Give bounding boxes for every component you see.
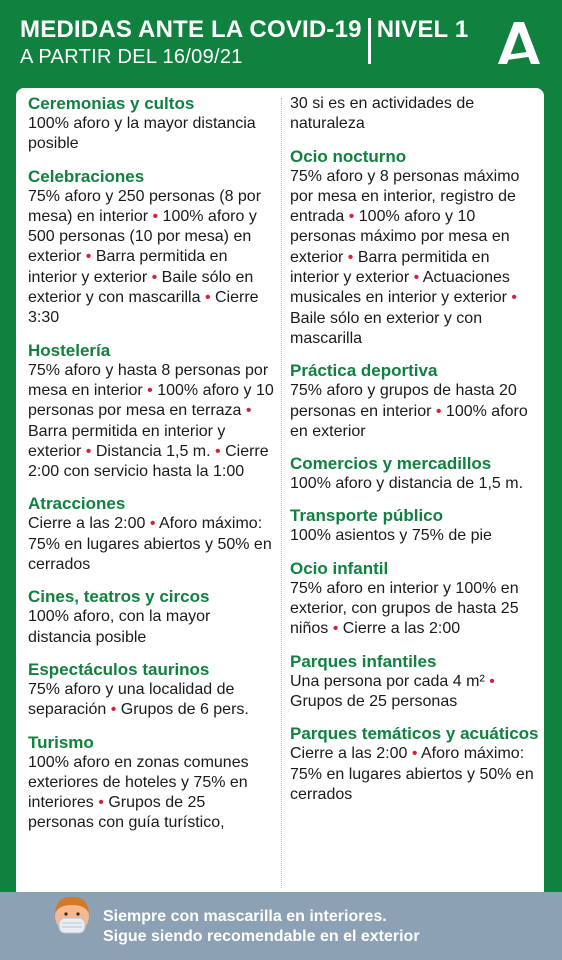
section-title: Comercios y mercadillos: [290, 454, 492, 474]
bullet-separator: •: [431, 402, 446, 420]
section-title: Parques temáticos y acuáticos: [290, 724, 539, 744]
section-body: [28, 607, 274, 648]
section-body: [290, 167, 540, 350]
section-parques-infantiles: [290, 652, 540, 713]
section-body: [290, 672, 540, 713]
section-espectaculos-taurinos: [28, 660, 274, 721]
measure-text: Una persona por cada 4 m²: [290, 672, 485, 690]
title-separator: [368, 18, 371, 64]
section-body: [290, 474, 540, 494]
measure-text: 100% asientos y 75% de pie: [290, 527, 492, 545]
measure-text: 100% aforo y distancia de 1,5 m.: [290, 475, 524, 493]
bullet-separator: •: [106, 701, 121, 719]
level-text: NIVEL 1: [376, 16, 469, 43]
bullet-separator: •: [81, 248, 96, 266]
section-hosteleria: [28, 341, 274, 483]
bullet-separator: •: [93, 794, 109, 812]
measure-text: Distancia 1,5 m.: [95, 442, 211, 460]
measure-text: 75% aforo y 250 personas (8 por mesa) en interior: [28, 187, 262, 225]
section-body: [290, 579, 540, 640]
bullet-separator: •: [200, 289, 215, 307]
section-comercios-y-mercadillos: [290, 454, 540, 494]
measure-text: Barra permitida en interior y exterior: [290, 248, 490, 287]
section-body: [290, 94, 540, 135]
measure-text: 100% aforo en zonas comunes exteriores de hoteles y 75% en interiores: [28, 753, 249, 812]
section-body: [28, 753, 274, 834]
measure-text: Cierre a las 2:00: [290, 745, 408, 763]
measure-text: Grupos de 25 personas: [290, 692, 458, 710]
section-parques-tematicos-y-acuaticos: [290, 724, 540, 805]
measure-text: Aforo máximo: 75% en lugares abiertos y 50% en cerrados: [28, 515, 272, 574]
section-turismo: [28, 733, 274, 834]
measure-text: Barra permitida en interior y exterior: [28, 422, 226, 460]
left-column: [28, 94, 274, 846]
measure-text: 75% aforo y hasta 8 personas por mesa en interior: [28, 361, 269, 399]
junta-andalucia-logo-icon: [494, 20, 544, 66]
measures-card: [16, 88, 544, 898]
measure-text: 75% aforo en interior y 100% en exterior, con grupos de hasta 25 niños: [290, 579, 519, 638]
measure-text: 100% aforo y 10 personas máximo por mesa en exterior: [290, 208, 510, 266]
measure-text: 75% aforo y 8 personas máximo por mesa en interior, registro de entrada: [290, 167, 520, 226]
section-title: Celebraciones: [28, 166, 145, 186]
section-practica-deportiva: [290, 361, 540, 442]
measure-text: Grupos de 6 pers.: [120, 701, 249, 719]
section-ceremonias-y-cultos: [28, 94, 274, 155]
footer-line-2: Sigue siendo recomendable en el exterior: [103, 928, 420, 945]
section-body: [290, 744, 540, 805]
section-cines-teatros-y-circos: [28, 587, 274, 648]
measure-text: 100% aforo y 500 personas (10 por mesa) en exterior: [28, 207, 257, 266]
bullet-separator: •: [344, 208, 359, 226]
section-title: Ceremonias y cultos: [28, 94, 195, 113]
bullet-separator: •: [506, 289, 518, 307]
measure-text: Cierre 3:30: [28, 289, 259, 327]
measure-text: Cierre a las 2:00: [342, 620, 461, 638]
bullet-separator: •: [148, 207, 163, 225]
section-body: [28, 114, 274, 155]
masked-person-icon: [50, 892, 94, 940]
bullet-separator: •: [241, 402, 252, 420]
subtitle: A PARTIR DEL 16/09/21: [20, 46, 243, 68]
section-ocio-infantil: [290, 559, 540, 640]
measure-text: Aforo máximo: 75% en lugares abiertos y 50% en cerrados: [290, 745, 534, 803]
measure-text: 75% aforo y grupos de hasta 20 personas en interior: [290, 382, 517, 420]
bullet-separator: •: [328, 620, 343, 638]
section-continuation: [290, 94, 540, 135]
section-title: Transporte público: [290, 506, 444, 526]
column-divider: [281, 98, 282, 888]
section-body: [28, 680, 274, 721]
footer-banner: [0, 892, 562, 960]
measure-text: Baile sólo en exterior y con mascarilla: [290, 309, 483, 347]
measure-text: Actuaciones musicales en interior y exterior: [290, 269, 510, 307]
section-body: [28, 187, 274, 329]
bullet-separator: •: [484, 672, 495, 690]
section-title: Hostelería: [28, 340, 111, 360]
right-column: [290, 94, 540, 817]
bullet-separator: •: [147, 268, 162, 286]
measure-text: Barra permitida en interior y exterior: [28, 248, 228, 286]
measure-text: 100% aforo, con la mayor distancia posible: [28, 608, 211, 646]
bullet-separator: •: [81, 442, 96, 460]
measure-text: Baile sólo en exterior y con mascarilla: [28, 268, 254, 307]
section-body: [28, 514, 274, 575]
bullet-separator: •: [142, 381, 158, 399]
section-celebraciones: [28, 167, 274, 329]
section-ocio-nocturno: [290, 147, 540, 350]
section-body: [28, 361, 274, 483]
measure-text: 100% aforo en exterior: [290, 402, 528, 440]
bullet-separator: •: [407, 745, 421, 763]
measure-text: 30 si es en actividades de naturaleza: [290, 95, 475, 133]
measure-text: Cierre 2:00 con servicio hasta la 1:00: [28, 442, 269, 481]
section-title: Ocio nocturno: [290, 146, 407, 166]
section-title: Práctica deportiva: [290, 361, 438, 381]
header: [0, 0, 562, 88]
section-body: [290, 381, 540, 442]
section-title: Parques infantiles: [290, 651, 437, 671]
section-atracciones: [28, 494, 274, 575]
section-title: Turismo: [28, 732, 94, 752]
bullet-separator: •: [145, 515, 159, 533]
measure-text: 100% aforo y la mayor distancia posible: [28, 115, 256, 153]
section-title: Ocio infantil: [290, 558, 389, 578]
measure-text: Cierre a las 2:00: [28, 515, 146, 533]
section-body: [290, 526, 540, 546]
section-title: Espectáculos taurinos: [28, 659, 210, 679]
section-title: Atracciones: [28, 494, 126, 514]
measure-text: 100% aforo y 10 personas por mesa en terraza: [28, 381, 274, 420]
bullet-separator: •: [409, 269, 423, 287]
footer-line-1: Siempre con mascarilla en interiores.: [103, 908, 387, 925]
bullet-separator: •: [343, 248, 358, 266]
section-title: Cines, teatros y circos: [28, 587, 210, 607]
title-text: MEDIDAS ANTE LA COVID-19: [20, 16, 362, 43]
bullet-separator: •: [210, 442, 226, 460]
measure-text: Grupos de 25 personas con guía turístico,: [28, 794, 225, 832]
section-transporte-publico: [290, 506, 540, 546]
measure-text: 75% aforo y una localidad de separación: [28, 680, 235, 719]
